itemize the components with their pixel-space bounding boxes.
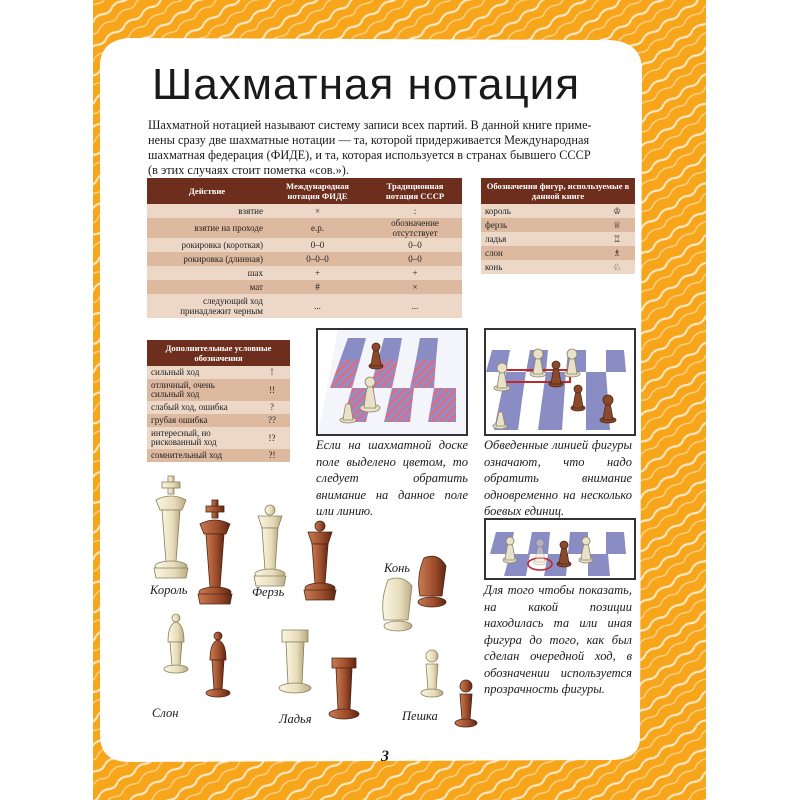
page-title: Шахматная нотация [152,60,581,109]
dark-bishop-icon [206,632,230,697]
light-queen-icon [254,505,286,586]
action-cell: шах [147,266,267,280]
meaning-cell: слабый ход, ошибка [147,401,254,414]
dark-pawn-icon [455,680,477,727]
meaning-cell: сомнительный ход [147,449,254,462]
king-symbol-icon: ♔ [599,204,635,218]
dark-rook-icon [329,658,359,719]
column-header: Обозначения фигур, используемые в данной книге [481,178,635,204]
table-row [147,401,290,414]
symbol-cell: !? [254,427,290,449]
highlight-board-illustration [316,328,468,436]
outlined-pieces-board-illustration [484,328,636,436]
piece-name-cell: конь [481,260,599,274]
table-row [147,294,462,318]
meaning-cell: грубая ошибка [147,414,254,427]
table-row [147,427,290,449]
table-row [147,238,462,252]
symbol-cell: ! [254,366,290,379]
ussr-cell: 0–0 [368,252,462,266]
table-row [481,218,635,232]
ussr-cell: 0–0 [368,238,462,252]
light-pawn-icon [421,650,443,697]
intro-line: (в этих случаях стоит пометка «сов.»). [148,163,349,177]
column-header: Традиционная нотация СССР [368,178,462,204]
page-number: 3 [381,748,389,765]
dark-queen-icon [304,521,336,600]
intro-line: шахматная федерация (ФИДЕ), и та, которая используется в странах бывшего СССР [148,148,591,162]
table-row [147,414,290,427]
action-cell: взятие на проходе [147,218,267,238]
table-row [147,366,290,379]
queen-label: Ферзь [252,585,285,599]
meaning-cell: интересный, но рискованный ход [147,427,254,449]
table-row [147,280,462,294]
table-row [481,232,635,246]
piece-name-cell: слон [481,246,599,260]
king-label: Король [150,583,188,597]
light-rook-icon [279,630,311,693]
symbol-cell: ?? [254,414,290,427]
piece-name-cell: ладья [481,232,599,246]
fide-cell: × [267,204,368,218]
fide-cell: 0–0 [267,238,368,252]
column-header: Действие [147,178,267,204]
intro-line: Шахматной нотацией называют систему записи всех партий. В данной книге приме- [148,118,592,132]
action-cell: взятие [147,204,267,218]
pawn-label: Пешка [402,709,438,723]
rook-symbol-icon: ♖ [599,232,635,246]
table-row [147,266,462,280]
board-image [318,330,466,434]
notation-table [147,178,462,318]
action-cell: следующий ход принадлежит черным [147,294,267,318]
rook-label: Ладья [279,712,312,726]
column-header: Дополнительные условные обозначения [147,340,290,366]
table-row [481,260,635,274]
board-image [486,520,634,578]
table-row [147,252,462,266]
bishop-symbol-icon: ♗ [599,246,635,260]
outlined-caption: Обведенные линией фигуры означают, что надо обратить внимание одновременно на несколько боевых единиц. [484,438,632,518]
ussr-cell: × [368,280,462,294]
dark-king-icon [198,500,232,604]
fide-cell: ... [267,294,368,318]
chess-pieces-illustration [140,470,480,740]
meaning-cell: сильный ход [147,366,254,379]
action-cell: рокировка (короткая) [147,238,267,252]
transparent-caption: Для того чтобы показать, на какой позиции находилась та или иная фигура до того, как был сделан очередной ход, в обозначении используется прозрачность фигуры. [484,583,632,696]
symbol-cell: ? [254,401,290,414]
table-row [481,204,635,218]
light-king-icon [154,476,188,578]
column-header: Международная нотация ФИДЕ [267,178,368,204]
table-header-row [147,340,290,366]
ussr-cell: + [368,266,462,280]
pieces-table [481,178,635,274]
intro-line: нены сразу две шахматные нотации — та, которой придерживается Международная [148,133,590,147]
transparent-pieces-board-illustration [484,518,636,580]
table-row [147,449,290,462]
meaning-cell: отличный, очень сильный ход [147,379,254,401]
light-knight-icon [383,578,412,631]
piece-name-cell: ферзь [481,218,599,232]
intro-paragraph [148,118,638,178]
highlight-caption: Если на шахматной доске поле выделено цветом, то следует обратить внимание на данное поле или линию. [316,438,468,518]
knight-label: Конь [384,561,410,575]
symbols-table [147,340,290,462]
table-row [147,379,290,401]
dark-knight-icon [418,556,446,607]
queen-symbol-icon: ♕ [599,218,635,232]
table-row [147,218,462,238]
table-header-row [147,178,462,204]
board-image [486,330,634,434]
piece-name-cell: король [481,204,599,218]
bishop-label: Слон [152,706,179,720]
fide-cell: + [267,266,368,280]
action-cell: мат [147,280,267,294]
knight-symbol-icon: ♘ [599,260,635,274]
ussr-cell: ... [368,294,462,318]
action-cell: рокировка (длинная) [147,252,267,266]
light-bishop-icon [164,614,188,673]
table-row [481,246,635,260]
ussr-cell: обозначение отсутствует [368,218,462,238]
fide-cell: 0–0–0 [267,252,368,266]
symbol-cell: ?! [254,449,290,462]
table-row [147,204,462,218]
symbol-cell: !! [254,379,290,401]
ussr-cell: : [368,204,462,218]
fide-cell: е.р. [267,218,368,238]
table-header-row [481,178,635,204]
fide-cell: # [267,280,368,294]
